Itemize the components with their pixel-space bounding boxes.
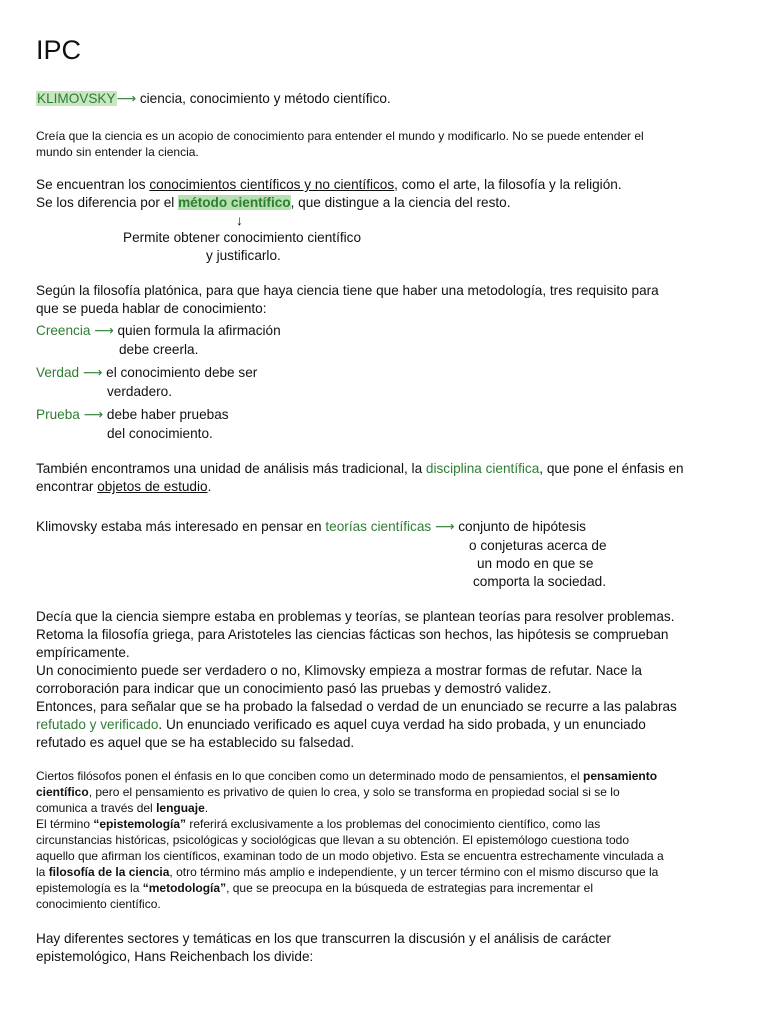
paragraph-refutation: Decía que la ciencia siempre estaba en problemas y teorías, se plantean teorías para resolver problemas. Retoma la filosofía griega, para Aristoteles las ciencias fácticas son hechos, las hipótesis se comprueban empíricamente. Un conocimiento puede ser verdadero o no, Klimovsky empieza a mostrar formas de refutar. Nace la corroboración para indicar que un conocimiento pasó las pruebas y demostró validez. Entonces, para señalar que se ha probado la falsedad o verdad de un enunciado se recurre a las palabras refutado y verificado. Un enunciado verificado es aquel cuya verdad ha sido probada, y un enunciado refutado es aquel que se ha establecido su falsedad. [36, 609, 677, 750]
arrow-icon: ⟶ [431, 519, 455, 534]
paragraph-theories: Klimovsky estaba más interesado en pensar en teorías científicas ⟶ conjunto de hipótesis [36, 519, 586, 534]
theories-note-line2: un modo en que se [477, 556, 594, 571]
underlined-term: conocimientos científicos y no científicos [149, 177, 395, 192]
theories-note-line3: comporta la sociedad. [473, 574, 606, 589]
requirement-prueba: Prueba ⟶ debe haber pruebas [36, 407, 229, 422]
down-arrow-icon: ↓ [236, 213, 243, 228]
klimovsky-name: KLIMOVSKY [37, 91, 116, 106]
highlighted-term: método científico [178, 195, 291, 210]
requirement-verdad: Verdad ⟶ el conocimiento debe ser [36, 365, 258, 380]
paragraph-reichenbach: Hay diferentes sectores y temáticas en los que transcurren la discusión y el análisis de carácter epistemológico, Hans Reichenbach los divide: [36, 931, 611, 964]
arrow-icon: ⟶ [94, 323, 114, 338]
requirement-prueba-cont: del conocimiento. [107, 426, 213, 441]
paragraph-platonic: Según la filosofía platónica, para que haya ciencia tiene que haber una metodología, tres requisito para que se pueda hablar de conocimiento: [36, 283, 659, 316]
intro-paragraph: Creía que la ciencia es un acopio de conocimiento para entender el mundo y modificarlo. No se puede entender el mundo sin entender la ciencia. [36, 129, 644, 159]
arrow-icon: ⟶ [83, 407, 104, 422]
paragraph-epistemology: Ciertos filósofos ponen el énfasis en lo que conciben como un determinado modo de pensamientos, el pensamiento científico, pero el pensamiento es privativo de quien lo crea, y solo se transforma en propiedad social si se lo comunica a través del lenguaje. El término “epistemología” referirá exclusivamente a los problemas del conocimiento científico, como las circunstancias históricas, psicológicas y sociológicas que llevan a su obtención. El epistemólogo cuestiona todo aquello que afirman los científicos, examinan todo de un modo objetivo. Esta se encuentra estrechamente vinculada a la filosofía de la ciencia, otro término más amplio e independiente, y un tercer término con el mismo discurso que la epistemología es la “metodología”, que se preocupa en la búsqueda de estrategias para incrementar el conocimiento científico. [36, 769, 664, 911]
method-note-line2: y justificarlo. [206, 248, 281, 263]
requirement-creencia: Creencia ⟶ quien formula la afirmación [36, 323, 281, 338]
requirement-verdad-cont: verdadero. [107, 384, 172, 399]
paragraph-method: Se encuentran los conocimientos científicos y no científicos, como el arte, la filosofía y la religión. Se los diferencia por el método científico, que distingue a la ciencia del resto. [36, 177, 622, 210]
klimovsky-heading: KLIMOVSKY⟶ ciencia, conocimiento y método científico. [37, 91, 391, 106]
page-title: IPC [36, 35, 82, 65]
arrow-icon: ⟶ [82, 365, 103, 380]
paragraph-discipline: También encontramos una unidad de análisis más tradicional, la disciplina científica, que pone el énfasis en encontrar objetos de estudio. [36, 461, 684, 494]
method-note-line1: Permite obtener conocimiento científico [123, 230, 362, 245]
theories-note-line1: o conjeturas acerca de [469, 538, 607, 553]
requirement-creencia-cont: debe creerla. [119, 342, 199, 357]
arrow-icon: ⟶ [116, 91, 137, 106]
